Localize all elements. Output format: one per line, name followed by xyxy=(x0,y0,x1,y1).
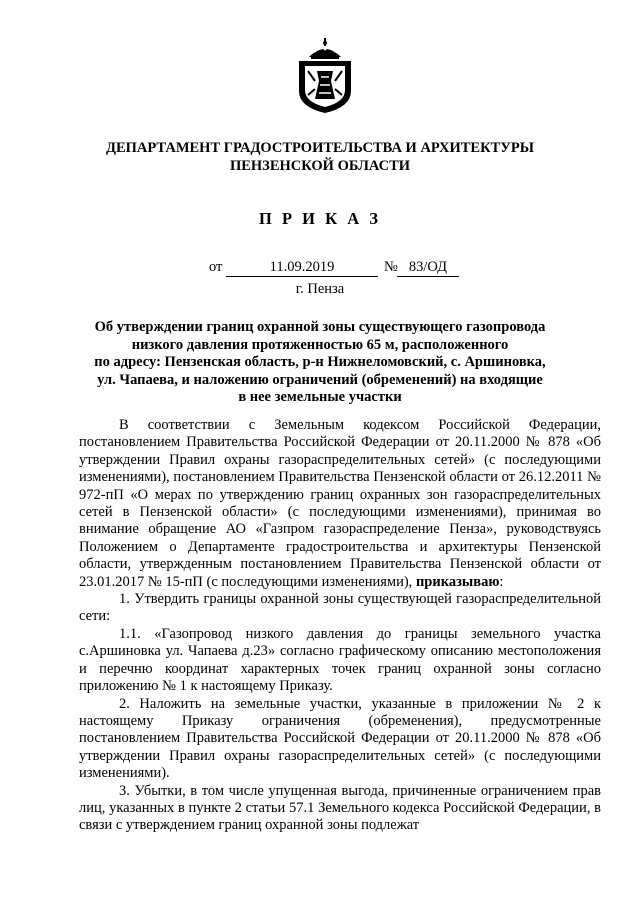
city: г. Пенза xyxy=(295,281,345,297)
item-2-paragraph: 2. Наложить на земельные участки, указанные в приложении № 2 к настоящему Приказу ограничения (обременения), предусмотренные постановлением Правительства Российской Федерации от 20.11.2000 № 878 «Об утверждении Правил охраны газораспределительных сетей» (с последующими изменениями). xyxy=(79,695,601,782)
date-prefix: от xyxy=(209,259,223,275)
order-title-line: в нее земельные участки xyxy=(238,389,402,405)
department-name-line-1: ДЕПАРТАМЕНТ ГРАДОСТРОИТЕЛЬСТВА И АРХИТЕКТУРЫ xyxy=(105,140,535,156)
department-name xyxy=(0,139,640,175)
order-title xyxy=(80,319,560,407)
coat-of-arms-emblem xyxy=(295,37,355,114)
item-3-paragraph: 3. Убытки, в том числе упущенная выгода, причиненные ограничением прав лиц, указанных в пункте 2 статьи 57.1 Земельного кодекса Российской Федерации, в связи с утверждением границ охранной зоны подлежат xyxy=(79,782,601,834)
order-number: 83/ОД xyxy=(397,258,459,277)
order-title-line: ул. Чапаева, и наложению ограничений (обременений) на входящие xyxy=(97,371,543,388)
preamble-text: В соответствии с Земельным кодексом Российской Федерации, постановлением Правительства Российской Федерации от 20.11.2000 № 878 «Об утверждении Правил охраны газораспределительных сетей» (с последующими изменениями), постановлением Правительства Пензенской области от 26.12.2011 № 972-пП «О мерах по утверждению границ охранных зон газораспределительных сетей в Пензенской области» (с последующими изменениями), принимая во внимание обращение АО «Газпром газораспределение Пенза», руководствуясь Положением о Департаменте градостроительства и архитектуры Пензенской области, утвержденным постановлением Правительства Пензенской области от 23.01.2017 № 15-пП (с последующими изменениями), xyxy=(79,417,601,590)
order-colon: : xyxy=(499,573,504,590)
order-title-line: низкого давления протяженностью 65 м, расположенного xyxy=(131,336,509,353)
order-word: приказываю xyxy=(415,573,500,590)
order-title-line: по адресу: Пензенская область, р-н Нижнеломовский, с. Аршиновка, xyxy=(94,354,546,370)
order-body xyxy=(79,417,601,835)
order-title-line: Об утверждении границ охранной зоны существующего газопровода xyxy=(94,319,546,335)
order-date: 11.09.2019 xyxy=(226,258,378,277)
preamble-paragraph xyxy=(79,417,601,591)
document-type-heading: П Р И К А З xyxy=(259,209,381,228)
item-1-1-paragraph: 1.1. «Газопровод низкого давления до границы земельного участка с.Аршиновка ул. Чапаева д.23» согласно графическому описанию местоположения и перечню координат характерных точек границ охранной зоны согласно приложению № 1 к настоящему Приказу. xyxy=(79,625,601,695)
number-prefix: № xyxy=(384,259,398,275)
item-1-paragraph: 1. Утвердить границы охранной зоны существующей газораспределительной сети: xyxy=(79,591,601,625)
department-name-line-2: ПЕНЗЕНСКОЙ ОБЛАСТИ xyxy=(229,158,411,174)
